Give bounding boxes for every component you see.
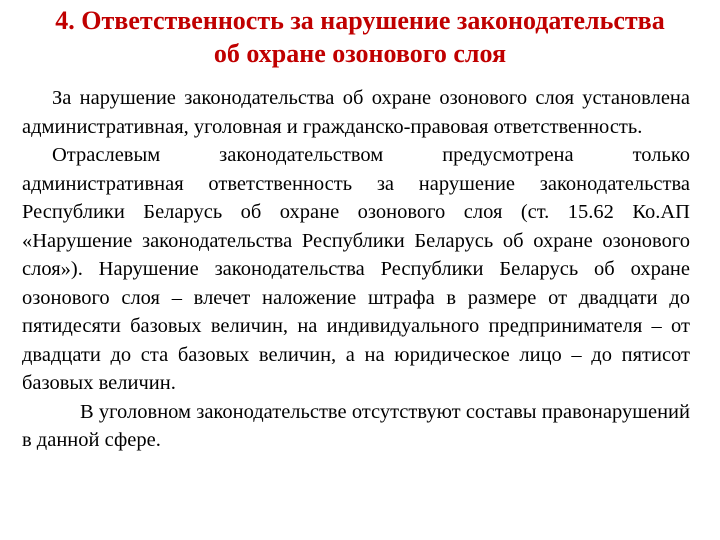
slide-title-line-2: об охране озонового слоя <box>213 39 507 68</box>
slide-title-line-1: 4. Ответственность за нарушение законодательства <box>55 6 665 35</box>
paragraph-liability-types: За нарушение законодательства об охране озонового слоя установлена административная, уголовная и гражданско-правовая ответственность. <box>22 87 690 138</box>
paragraph-administrative-liability: Отраслевым законодательством предусмотрена только административная ответственность за нарушение законодательства Республики Беларусь об охране озонового слоя (ст. 15.62 Ко.АП «Нарушение законодательства Республики Беларусь об охране озонового слоя»). Нарушение законодательства Республики Беларусь об охране озонового слоя – влечет наложение штрафа в размере от двадцати до пятидесяти базовых величин, на индивидуального предпринимателя – от двадцати до ста базовых величин, а на юридическое лицо – до пятисот базовых величин. <box>22 144 690 394</box>
paragraph-criminal-law: В уголовном законодательстве отсутствуют составы правонарушений в данной сфере. <box>22 400 690 451</box>
slide-title <box>10 4 710 70</box>
slide-body <box>22 84 690 455</box>
